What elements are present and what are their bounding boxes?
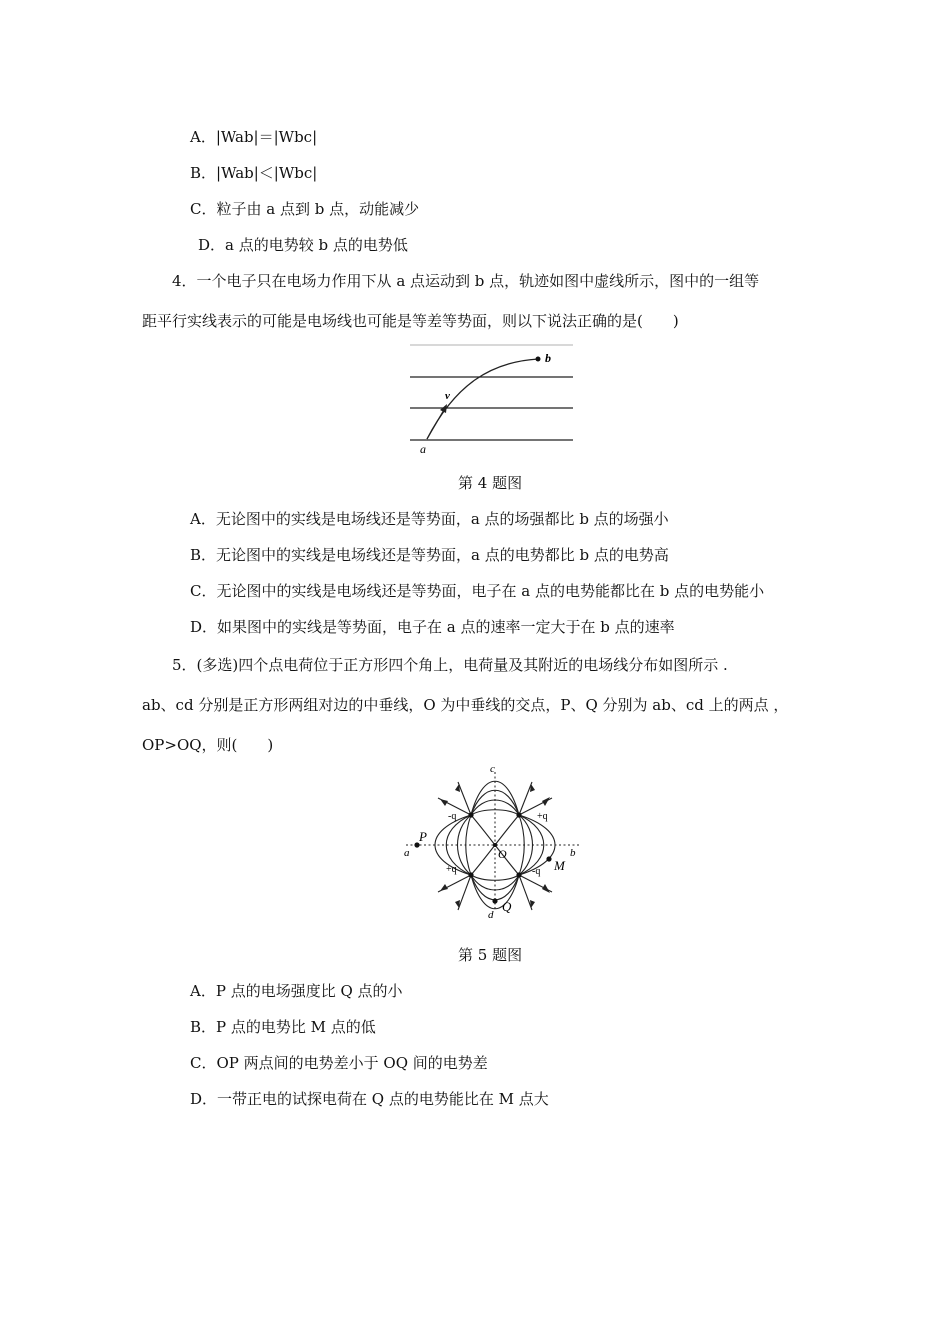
q4-label-b: b (545, 351, 551, 365)
q3-option-b (190, 163, 317, 183)
q5-label-c: c (490, 763, 495, 775)
q3-option-c: C．粒子由 a 点到 b 点，动能减少 (190, 200, 420, 218)
q5-charge-tr (516, 812, 521, 817)
q5-point-m (546, 856, 551, 861)
q4-point-b (536, 357, 541, 362)
q3-option-a-text: |Wab|＝|Wbc| (215, 128, 318, 146)
q5-stem-line3: OP>OQ，则( ) (142, 736, 274, 754)
q5-label-pos-q-tr: +q (537, 811, 548, 822)
q5-label-neg-q-tl: -q (448, 811, 457, 822)
q5-label-o: O (498, 847, 507, 861)
q4-stem-line1: 4．一个电子只在电场力作用下从 a 点运动到 b 点，轨迹如图中虚线所示，图中的一组等 (172, 272, 760, 290)
q5-option-a: A．P 点的电场强度比 Q 点的小 (190, 982, 403, 1000)
q3-option-b-text: |Wab|＜|Wbc| (216, 164, 318, 182)
q5-option-b: B．P 点的电势比 M 点的低 (190, 1018, 376, 1036)
q5-option-d: D．一带正电的试探电荷在 Q 点的电势能比在 M 点大 (190, 1090, 549, 1108)
q5-label-b: b (570, 847, 576, 859)
q5-stem-line1: 5．(多选)四个点电荷位于正方形四个角上，电荷量及其附近的电场线分布如图所示 . (172, 656, 728, 674)
q3-option-b-label: B． (190, 164, 217, 182)
q4-figure (405, 340, 580, 460)
q3-option-a-label: A． (190, 128, 216, 146)
q5-label-m: M (554, 858, 565, 873)
q5-point-q (492, 898, 497, 903)
q5-label-q: Q (502, 899, 512, 914)
q4-trajectory (427, 359, 538, 439)
q4-option-a: A．无论图中的实线是电场线还是等势面，a 点的场强都比 b 点的场强小 (190, 510, 669, 528)
q4-velocity-arrow (427, 408, 445, 439)
q5-label-neg-q-br: -q (532, 866, 541, 877)
q5-stem-line2: ab、cd 分别是正方形两组对边的中垂线，O 为中垂线的交点，P、Q 分别为 ab、cd 上的两点 ， (142, 696, 789, 714)
q5-label-d: d (488, 909, 494, 921)
q4-option-b: B．无论图中的实线是电场线还是等势面，a 点的电势都比 b 点的电势高 (190, 546, 669, 564)
q5-charge-tl (468, 812, 473, 817)
q5-label-pos-q-bl: +q (446, 864, 457, 875)
q5-charge-br (516, 872, 521, 877)
q4-label-a: a (420, 442, 426, 456)
q4-option-c: C．无论图中的实线是电场线还是等势面，电子在 a 点的电势能都比在 b 点的电势能小 (190, 582, 765, 600)
q3-option-a (190, 127, 317, 147)
q4-stem-line2: 距平行实线表示的可能是电场线也可能是等差等势面，则以下说法正确的是( ) (142, 312, 679, 330)
q4-label-v: v (445, 390, 450, 402)
q4-caption: 第 4 题图 (458, 474, 523, 492)
q5-caption: 第 5 题图 (458, 946, 523, 964)
q5-label-p: P (419, 829, 427, 844)
q5-point-o (493, 843, 497, 847)
q4-option-d: D．如果图中的实线是等势面，电子在 a 点的速率一定大于在 b 点的速率 (190, 618, 675, 636)
q5-option-c: C．OP 两点间的电势差小于 OQ 间的电势差 (190, 1054, 488, 1072)
q5-label-a: a (404, 847, 410, 859)
q5-charge-bl (468, 872, 473, 877)
q3-option-d: D．a 点的电势较 b 点的电势低 (198, 236, 408, 254)
q5-figure (398, 760, 588, 925)
